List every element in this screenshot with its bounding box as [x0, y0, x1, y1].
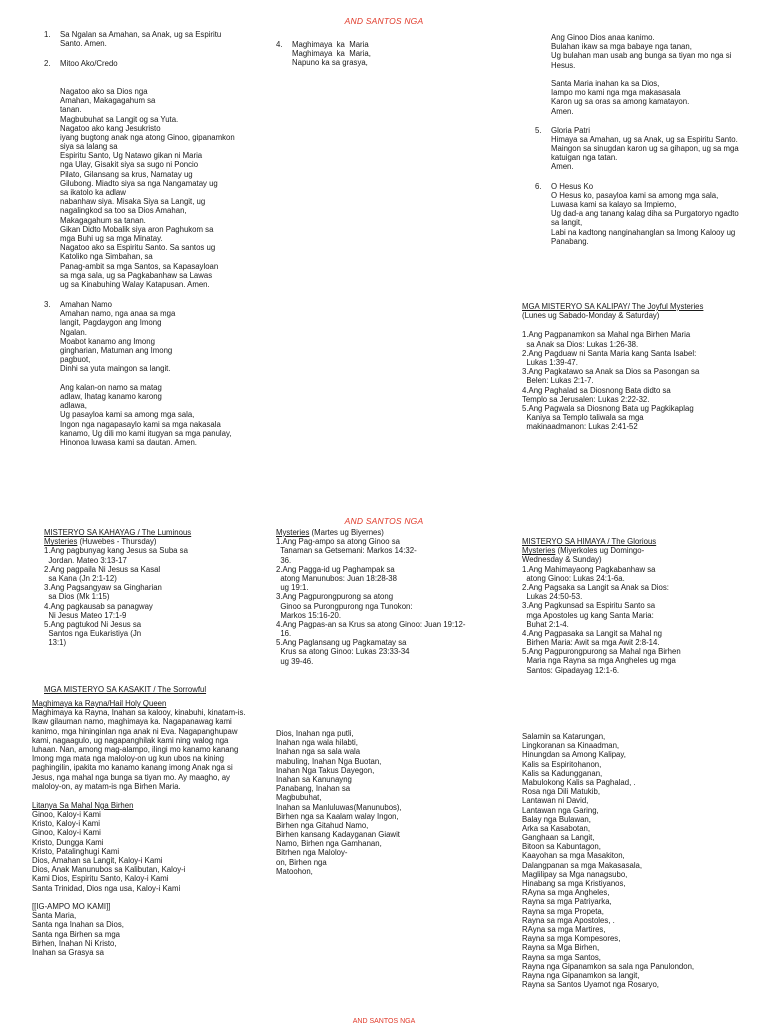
sign-of-cross-prayer: Sa Ngalan sa Amahan, sa Anak, ug sa Espiritu Santo. Amen.	[60, 30, 222, 49]
litany-column-3	[522, 732, 762, 989]
joyful-mysteries-list: 1.Ang Pagpanamkon sa Mahal nga Birhen Maria sa Anak sa Dios: Lukas 1:26-38. 2.Ang Pagduaw ni Santa Maria kang Santa Isabel: Lukas 1:39-47. 3.Ang Pagkatawo sa Anak sa Dios sa Pasongan sa Belen: Lukas 2:1-7. 4.Ang Paghalad sa Diosnong Bata didto sa Templo sa Jerusalen: Lukas 2:22-32. 5.Ang Pagwala sa Diosnong Bata ug Pagkikaplag Kaniya sa Templo taliwala sa mga makinaadmanon: Lukas 2:41-52	[522, 330, 700, 432]
litany-title: Litanya Sa Mahal Nga Birhen	[32, 800, 134, 810]
mysteries-label: Mysteries	[44, 537, 78, 547]
litany-column-2	[276, 729, 506, 876]
joyful-mysteries-days: (Lunes ug Sabado-Monday & Saturday)	[522, 311, 660, 321]
days-label: (Miyerkoles ug Domingo- Wednesday & Sunday)	[522, 546, 645, 565]
page-header: AND SANTOS NGA	[344, 16, 424, 26]
item-number: 3.	[44, 300, 51, 310]
item-number: 5.	[535, 125, 542, 135]
luminous-mysteries	[44, 528, 264, 647]
sorrowful-mysteries-list: 1.Ang Pag-ampo sa atong Ginoo sa Tanaman sa Getsemani: Markos 14:32- 36. 2.Ang Pagga-id ug Paghampak sa atong Manunubos: Juan 18:28-38 ug 19:1. 3.Ang Pagpurongpurong sa atong Ginoo sa Purongpurong nga Tunokon: Markos 15:16-20. 4.Ang Pagpas-an sa Krus sa atong Ginoo: Juan 19:12- 16. 5.Ang Paglansang ug Pagkamatay sa Krus sa atong Ginoo: Lukas 23:33-34 ug 39-46.	[276, 537, 466, 666]
days-label: (Huwebes - Thursday)	[77, 537, 157, 547]
hail-mary-continued: Ang Ginoo Dios anaa kanimo. Bulahan ikaw sa mga babaye nga tanan, Ug bulahan man usab ang bunga sa tiyan mo nga si Hesus. Santa Maria inahan ka sa Dios, Iampo mo kami nga mga makasasala Karon ug sa oras sa among kamatayon. Amen.	[551, 33, 732, 116]
o-my-jesus-prayer: O Hesus Ko O Hesus ko, pasayloa kami sa among mga sala, Luwasa kami sa kalayo sa Impiemo, Ug dad-a ang tanang kalag diha sa Purgatoryo ngadto sa langit, Labi na kadtong nanginahanglan sa Imong Kalooy ug Panabang.	[551, 181, 739, 246]
prayer-column-3	[535, 33, 760, 246]
hail-mary-prayer: Maghimaya ka Maria Maghimaya ka Maria, Napuno ka sa grasya,	[292, 40, 371, 68]
item-number: 2.	[44, 59, 51, 69]
gloria-patri-prayer: Gloria Patri Himaya sa Amahan, ug sa Anak, ug sa Espiritu Santo. Maingon sa sinugdan karon ug sa gihapon, ug sa mga katuigan nga tatan. Amen.	[551, 125, 739, 172]
glorious-mysteries	[522, 537, 752, 675]
luminous-mysteries-title: MISTERYO SA KAHAYAG / The Luminous	[44, 528, 192, 537]
glorious-mysteries-list: 1.Ang Mahimayaong Pagkabanhaw sa atong Ginoo: Lukas 24:1-6a. 2.Ang Pagsaka sa Langit sa Anak sa Dios: Lukas 24:50-53. 3.Ang Pagkunsad sa Espiritu Santo sa mga Apostoles ug kang Santa Maria: Buhat 2:1-4. 4.Ang Pagpasaka sa Langit sa Mahal ng Birhen Maria: Awit sa mga Awit 2:8-14. 5.Ang Pagpurongpurong sa Mahal nga Birhen Maria nga Rayna sa mga Angheles ug mga Santos: Gipadayag 12:1-6.	[522, 564, 681, 675]
hail-holy-queen-text: Maghimaya ka Rayna, Inahan sa kalooy, kinabuhi, kinatam-is. Ikaw gilauman namo, maghimaya ka. Nagapanawag kami kanimo, mga hininginlan nga anak ni Eva. Nagapanghupaw kami, nagaagulo, ug nagapanghilak kami ning walog nga luhaan. Nan, among mag-alampo, ilingi mo kanamo kanang Imong mga mata nga maloloy-on ug kun ubos na kining paghingilin, ipakita mo kanamo kanang imong Anak nga si Jesus, nga mahal nga bunga sa tiyan mo. Ay maagho, ay maloloy-on, ay matam-is nga Birhen Maria.	[32, 708, 246, 791]
item-number: 6.	[535, 181, 542, 191]
our-father-prayer: Amahan Namo Amahan namo, nga anaa sa mga langit, Pagdaygon ang Imong Ngalan. Moabot kanamo ang Imong gingharian, Matuman ang Imong pagbuot, Dinhi sa yuta maingon sa langit. Ang kalan-on namo sa matag adlaw, Ihatag kanamo karong adlawa, Ug pasayloa kami sa among mga sala, Ingon nga nagapasaylo kami sa mga nakasala kanamo, Ug dili mo kami itugyan sa mga panulay, Hinonoa luwasa kami sa dautan. Amen.	[60, 300, 232, 447]
page-header: AND SANTOS NGA	[352, 1018, 416, 1025]
sorrowful-title-block	[44, 685, 274, 694]
litany-invocations: Salamin sa Katarungan, Lingkoranan sa Kinaadman, Hinungdan sa Among Kalipay, Kalis sa Espiritohanon, Kalis sa Kadungganan, Mabulokong Kalis sa Paghalad, . Rosa nga Dili Matukib, Lantawan ni David, Lantawan nga Garing, Balay nga Bulawan, Arka sa Kasabotan, Ganghaan sa Langit, Bitoon sa Kabuntagon, Kaayohan sa mga Masakiton, Dalangpanan sa mga Makasasala, Maglilipay sa Mga nanagsubo, Hinabang sa mga Kristiyanos, RAyna sa mga Angheles, Rayna sa mga Patriyarka, Rayna sa mga Propeta, Rayna sa mga Apostoles, . RAyna sa mga Martires, Rayna sa mga Kompesores, Rayna sa Mga Birhen, Rayna sa mga Santos, Rayna nga Gipanamkon sa sala nga Panulondon, Rayna nga Gipanamkon sa langit, Rayna sa Santos Uyamot nga Rosaryo,	[522, 732, 695, 990]
joyful-mysteries-title: MGA MISTERYO SA KALIPAY/ The Joyful Mysteries	[522, 302, 704, 311]
luminous-mysteries-list: 1.Ang pagbunyag kang Jesus sa Suba sa Jordan. Mateo 3:13-17 2.Ang pagpaila Ni Jesus sa Kasal sa Kana (Jn 2:1-12) 3.Ang Pagsangyaw sa Gingharian sa Dios (Mk 1:15) 4.Ang pagkausab sa panagway Ni Jesus Mateo 17:1-9 5.Ang pagtukod Ni Jesus sa Santos nga Eukaristiya (Jn 13:1)	[44, 546, 188, 648]
page-header: AND SANTOS NGA	[344, 516, 424, 526]
litany-invocations: Dios, Inahan nga putli, Inahan nga wala hilabti, Inahan nga sa sala wala mabuling, Inahan Nga Buotan, Inahan Nga Takus Dayegon, Inahan sa Kanunayng Panabang, Inahan sa Magbubuhat, Inahan sa Manluluwas(Manunubos), Birhen nga sa Kaalam walay Ingon, Birhen nga Gitahud Namo, Birhen kansang Kadayganan Giawit Namo, Birhen nga Gamhanan, Bitrhen nga Maloloy- on, Birhen nga Matoohon,	[276, 729, 402, 876]
glorious-mysteries-title: MISTERYO SA HIMAYA / The Glorious	[522, 537, 657, 546]
sorrowful-mysteries	[276, 528, 506, 666]
mysteries-label: Mysteries	[276, 528, 310, 537]
sorrowful-mysteries-days	[276, 528, 506, 537]
joyful-mysteries	[522, 302, 752, 431]
hail-holy-queen-title: Maghimaya ka Rayna/Hail Holy Queen	[32, 699, 167, 708]
glorious-mysteries-days	[522, 546, 752, 564]
creed-prayer: Mitoo Ako/Credo Nagatoo ako sa Dios nga Amahan, Makagagahum sa tanan. Magbubuhat sa Langit og sa Yuta. Nagatoo ako kang Jesukristo iyang bugtong anak nga atong Ginoo, gipanamkon siya sa lalang sa Espiritu Santo, Ug Natawo gikan ni Maria nga Ulay, Gisakit siya sa sugo ni Poncio Pilato, Gilansang sa krus, Namatay ug Gilubong. Miadto siya sa nga Nangamatay ug sa ikatolo ka adlaw nabanhaw siya. Misaka Siya sa Langit, ug nagalingkod sa too sa Dios Amahan, Makagagahum sa tanan. Gikan Didto Mobalik siya aron Paghukom sa mga Buhi ug sa mga Minatay. Nagatoo ako sa Espiritu Santo. Sa santos ug Katoliko nga Simbahan, sa Panag-ambit sa mga Santos, sa Kapasayloan sa mga sala, ug sa Pagkabanhaw sa Lawas ug sa Kinabuhing Walay Katapusan. Amen.	[60, 59, 235, 289]
item-number: 1.	[44, 30, 51, 39]
days-label: (Martes ug Biyernes)	[309, 528, 384, 537]
hail-holy-queen	[32, 699, 272, 957]
litany-text: Ginoo, Kaloy-i Kami Kristo, Kaloy-i Kami Ginoo, Kaloy-i Kami Kristo, Dungga Kami Kristo, Patalinghugi Kami Dios, Amahan sa Langit, Kaloy-i Kami Dios, Anak Manunubos sa Kalibutan, Kaloy-i Kami Dios, Espiritu Santo, Kaloy-i Kami Santa Trinidad, Dios nga usa, Kaloy-i Kami [[IG-AMPO MO KAMI]] Santa Maria, Santa nga Inahan sa Dios, Santa nga Birhen sa mga Birhen, Inahan Ni Kristo, Inahan sa Grasya sa	[32, 810, 186, 957]
prayer-column-2	[276, 40, 486, 68]
luminous-mysteries-days	[44, 537, 264, 546]
prayer-column-1	[44, 30, 259, 447]
mysteries-label: Mysteries	[522, 546, 556, 556]
item-number: 4.	[276, 40, 283, 49]
sorrowful-mysteries-title: MGA MISTERYO SA KASAKIT / The Sorrowful	[44, 685, 207, 694]
